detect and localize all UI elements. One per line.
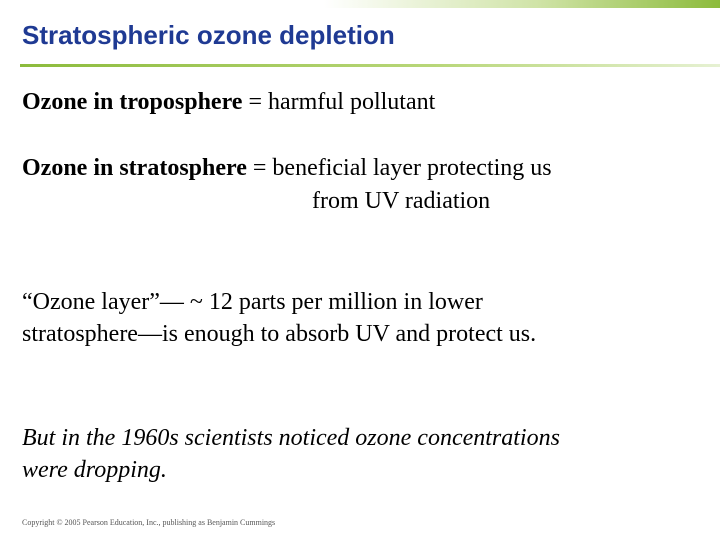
troposphere-definition: = harmful pollutant <box>242 89 436 115</box>
copyright-footer: Copyright © 2005 Pearson Education, Inc., publishing as Benjamin Cummings <box>22 518 276 527</box>
stratosphere-definition-line1: = beneficial layer protecting us <box>246 155 552 181</box>
ozone-layer-line2: stratosphere—is enough to absorb UV and protect us. <box>22 321 537 347</box>
decline-line2: were dropping. <box>22 457 167 483</box>
stratosphere-term: Ozone in stratosphere <box>22 155 247 181</box>
troposphere-term: Ozone in troposphere <box>22 89 243 115</box>
troposphere-statement <box>22 86 435 118</box>
decline-line1: But in the 1960s scientists noticed ozone concentrations <box>22 425 560 451</box>
stratosphere-statement <box>22 152 552 184</box>
ozone-layer-line1: “Ozone layer”— ~ 12 parts per million in lower <box>22 289 483 315</box>
title-underline <box>20 64 720 67</box>
top-accent-bar <box>0 0 720 8</box>
slide-title: Stratospheric ozone depletion <box>22 20 395 50</box>
stratosphere-definition-line2: from UV radiation <box>312 188 491 214</box>
